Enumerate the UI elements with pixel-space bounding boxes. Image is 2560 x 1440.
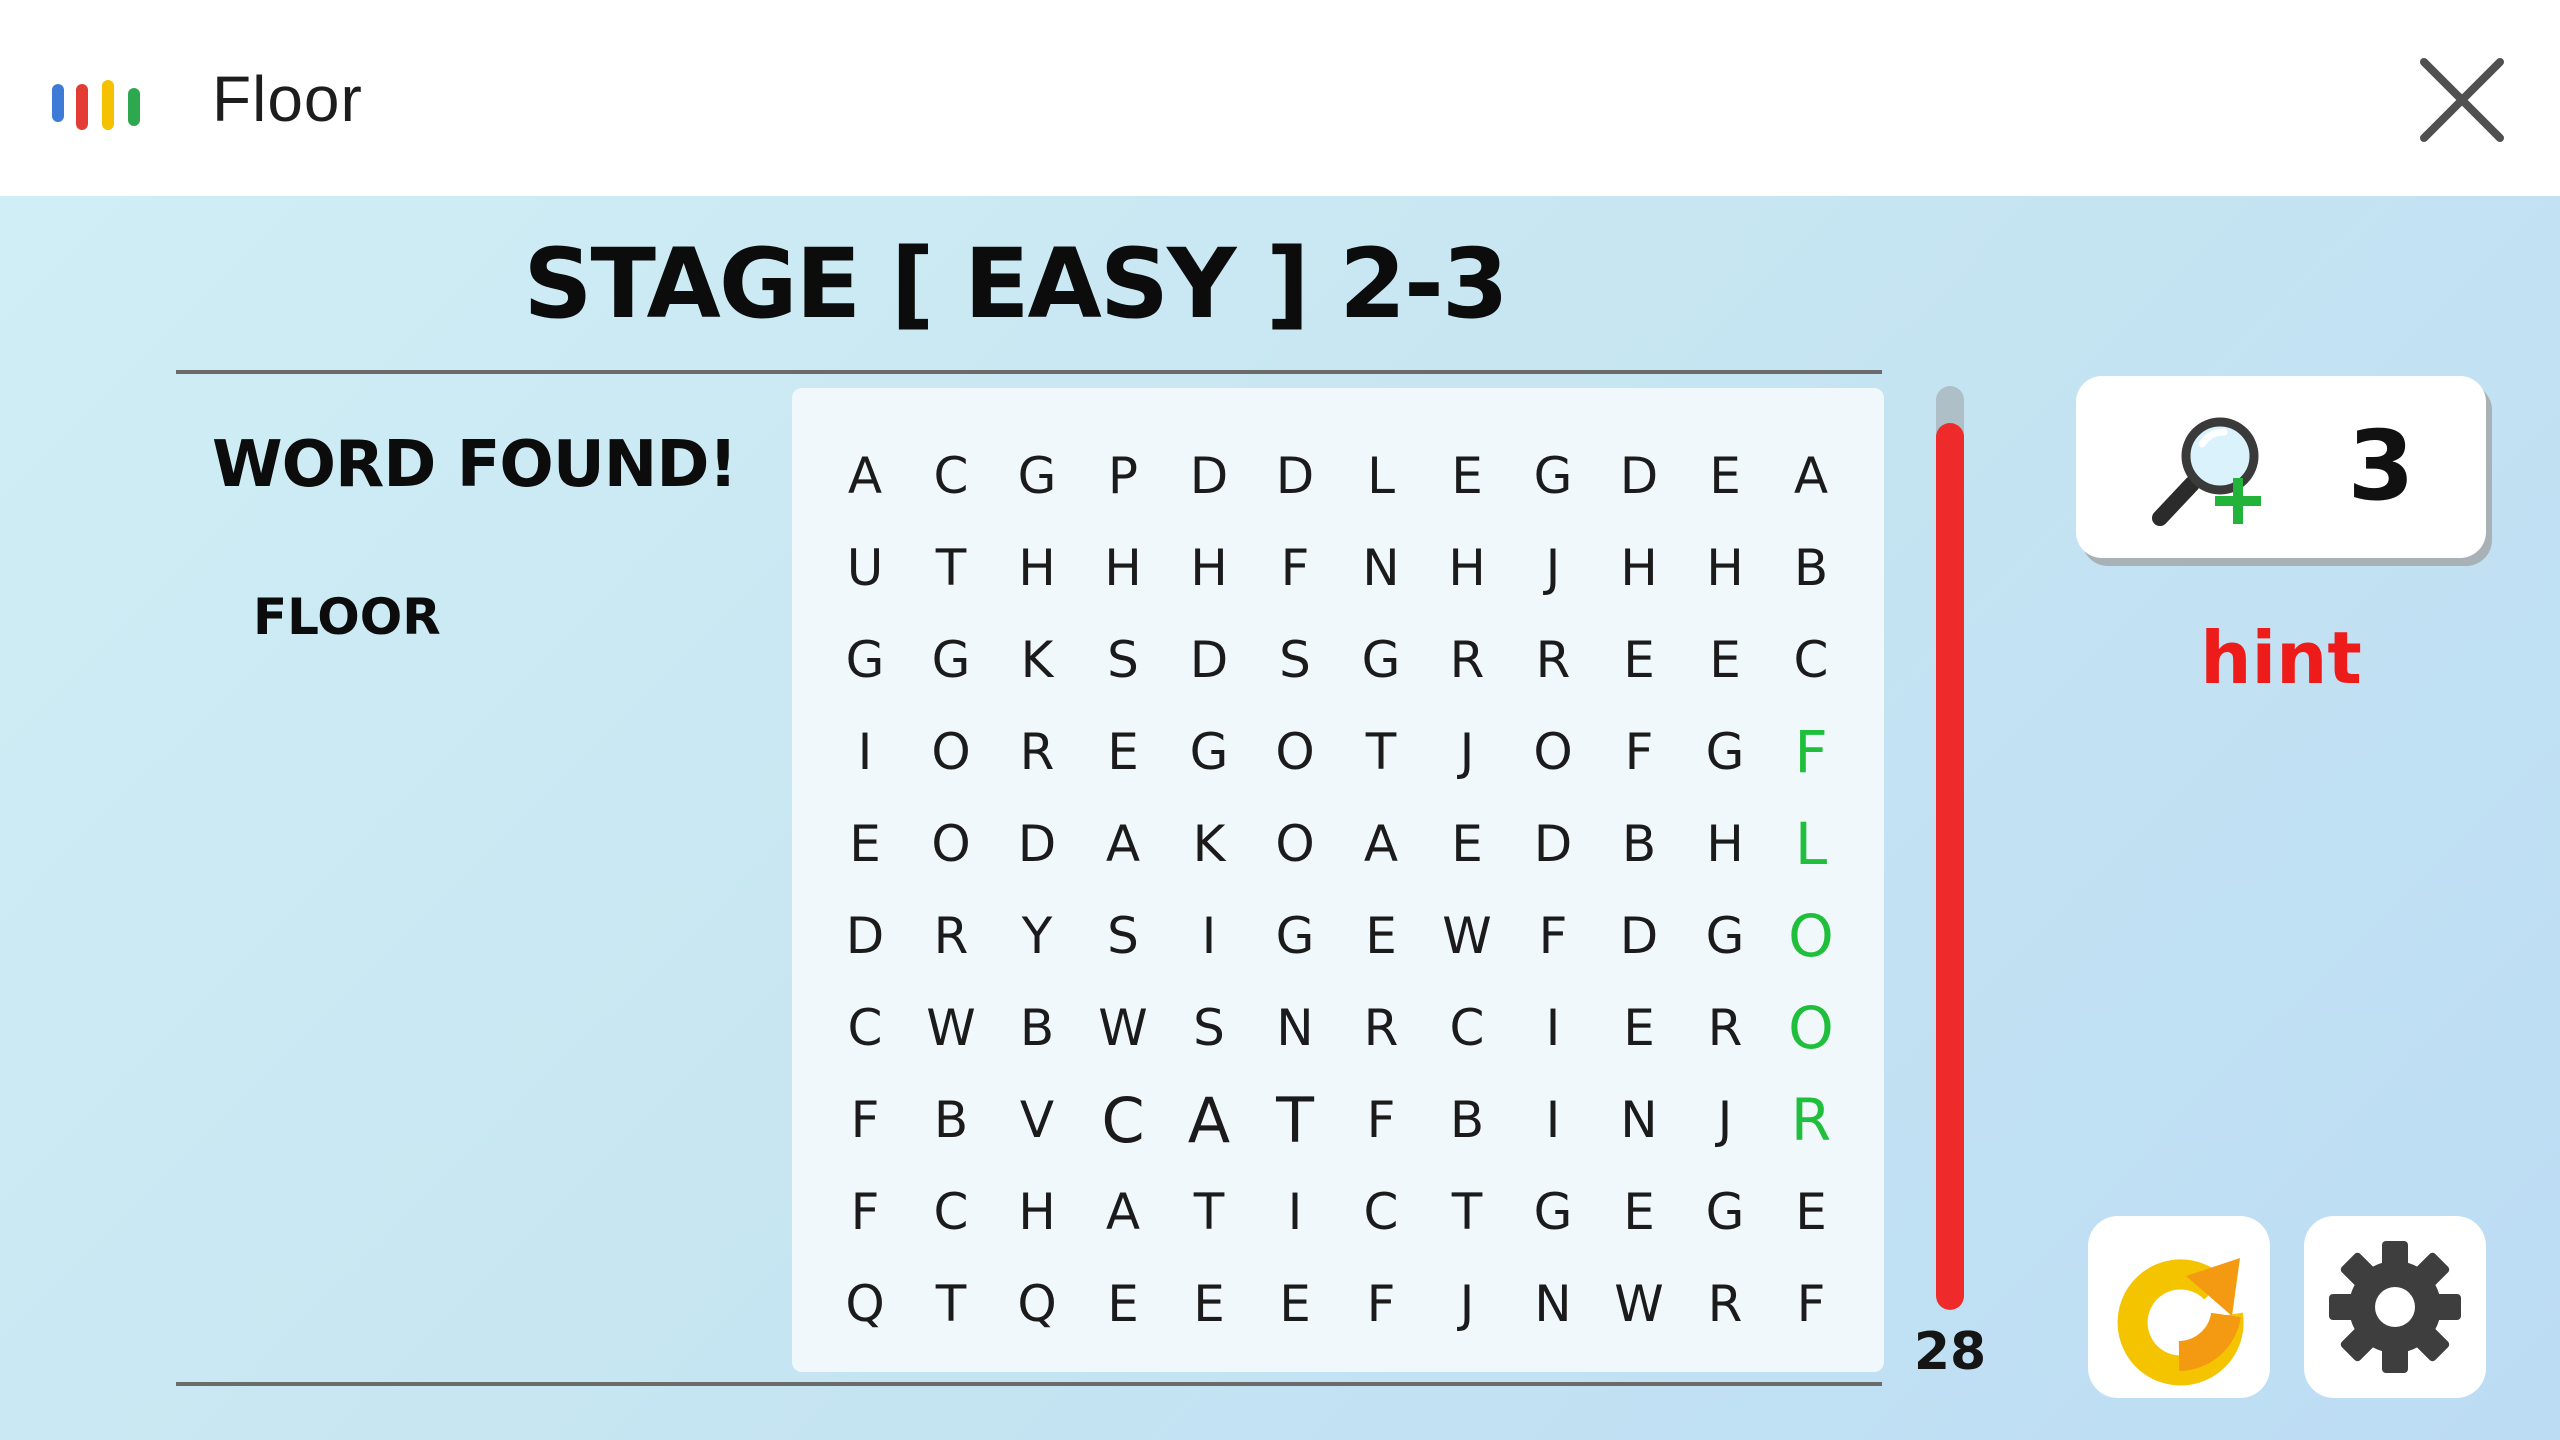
grid-cell[interactable]: R bbox=[1019, 723, 1055, 781]
grid-cell[interactable]: C bbox=[1793, 631, 1829, 689]
grid-row bbox=[822, 614, 1854, 706]
grid-row bbox=[822, 890, 1854, 982]
grid-cell[interactable]: G bbox=[931, 631, 971, 689]
hint-label: hint bbox=[2200, 616, 2362, 700]
grid-cell[interactable]: O bbox=[1788, 902, 1834, 970]
grid-cell[interactable]: E bbox=[1107, 1275, 1139, 1333]
grid-cell[interactable]: G bbox=[1017, 447, 1057, 505]
grid-cell[interactable]: O bbox=[1275, 723, 1315, 781]
grid-cell[interactable]: W bbox=[926, 999, 976, 1057]
grid-cell[interactable]: A bbox=[1363, 815, 1399, 873]
grid-cell[interactable]: A bbox=[1105, 1183, 1141, 1241]
grid-cell[interactable]: R bbox=[1707, 999, 1743, 1057]
grid-cell[interactable]: H bbox=[1104, 539, 1142, 597]
timer-bar-fill bbox=[1936, 423, 1964, 1310]
grid-cell[interactable]: E bbox=[1193, 1275, 1225, 1333]
grid-cell[interactable]: H bbox=[1018, 1183, 1056, 1241]
timer-bar bbox=[1936, 386, 1964, 1310]
grid-cell[interactable]: C bbox=[1101, 1083, 1145, 1157]
grid-cell[interactable]: B bbox=[1793, 539, 1829, 597]
grid-cell[interactable]: E bbox=[1279, 1275, 1311, 1333]
grid-cell[interactable]: G bbox=[845, 631, 885, 689]
grid-cell[interactable]: O bbox=[931, 815, 971, 873]
grid-cell[interactable]: O bbox=[931, 723, 971, 781]
close-button[interactable] bbox=[2412, 50, 2512, 150]
grid-cell[interactable]: O bbox=[1533, 723, 1573, 781]
grid-cell[interactable]: H bbox=[1706, 815, 1744, 873]
grid-cell[interactable]: R bbox=[1449, 631, 1485, 689]
grid-cell[interactable]: R bbox=[1535, 631, 1571, 689]
grid-row bbox=[822, 522, 1854, 614]
grid-cell[interactable]: T bbox=[935, 539, 967, 597]
close-icon bbox=[2412, 50, 2512, 150]
grid-cell[interactable]: T bbox=[1365, 723, 1397, 781]
grid-cell[interactable]: F bbox=[1796, 1275, 1826, 1333]
grid-cell[interactable]: N bbox=[1620, 1091, 1658, 1149]
grid-cell[interactable]: W bbox=[1442, 907, 1492, 965]
grid-cell[interactable]: C bbox=[1363, 1183, 1399, 1241]
grid-cell[interactable]: K bbox=[1192, 815, 1226, 873]
grid-cell[interactable]: D bbox=[1017, 815, 1057, 873]
magnifier-plus-icon bbox=[2146, 406, 2276, 536]
hint-count: 3 bbox=[2347, 410, 2415, 522]
grid-cell[interactable]: S bbox=[1193, 999, 1225, 1057]
grid-cell[interactable]: Q bbox=[845, 1275, 885, 1333]
grid-cell[interactable]: B bbox=[933, 1091, 969, 1149]
grid-cell[interactable]: Y bbox=[1021, 907, 1053, 965]
grid-cell[interactable]: I bbox=[857, 723, 873, 781]
app-title: Floor bbox=[212, 63, 363, 135]
grid-cell[interactable]: T bbox=[1193, 1183, 1225, 1241]
grid-cell[interactable]: F bbox=[1280, 539, 1310, 597]
grid-cell[interactable]: R bbox=[1790, 1086, 1832, 1154]
grid-cell[interactable]: N bbox=[1534, 1275, 1572, 1333]
grid-row bbox=[822, 706, 1854, 798]
grid-cell[interactable]: S bbox=[1279, 631, 1311, 689]
grid-cell[interactable]: J bbox=[1459, 1275, 1475, 1333]
stage-title: STAGE [ EASY ] 2-3 bbox=[523, 228, 1507, 340]
grid-cell[interactable]: E bbox=[1451, 815, 1483, 873]
grid-row bbox=[822, 1074, 1854, 1166]
grid-cell[interactable]: W bbox=[1098, 999, 1148, 1057]
grid-cell[interactable]: A bbox=[1105, 815, 1141, 873]
grid-cell[interactable]: G bbox=[1705, 723, 1745, 781]
grid-cell[interactable]: C bbox=[933, 1183, 969, 1241]
grid-cell[interactable]: E bbox=[1365, 907, 1397, 965]
grid-cell[interactable]: D bbox=[1275, 447, 1315, 505]
grid-row bbox=[822, 1258, 1854, 1350]
grid-cell[interactable]: T bbox=[1451, 1183, 1483, 1241]
grid-cell[interactable]: D bbox=[1619, 907, 1659, 965]
grid-cell[interactable]: S bbox=[1107, 907, 1139, 965]
grid-cell[interactable]: D bbox=[1189, 631, 1229, 689]
grid-cell[interactable]: H bbox=[1620, 539, 1658, 597]
grid-cell[interactable]: I bbox=[1287, 1183, 1303, 1241]
grid-cell[interactable]: G bbox=[1361, 631, 1401, 689]
grid-cell[interactable]: R bbox=[933, 907, 969, 965]
grid-cell[interactable]: G bbox=[1189, 723, 1229, 781]
grid-cell[interactable]: J bbox=[1459, 723, 1475, 781]
grid-row bbox=[822, 430, 1854, 522]
grid-cell[interactable]: L bbox=[1367, 447, 1395, 505]
grid-row bbox=[822, 798, 1854, 890]
grid-cell[interactable]: D bbox=[1533, 815, 1573, 873]
grid-cell[interactable]: I bbox=[1201, 907, 1217, 965]
grid-cell[interactable]: H bbox=[1190, 539, 1228, 597]
grid-cell[interactable]: E bbox=[849, 815, 881, 873]
grid-cell[interactable]: R bbox=[1707, 1275, 1743, 1333]
timer-value: 28 bbox=[1913, 1322, 1987, 1382]
grid-cell[interactable]: S bbox=[1107, 631, 1139, 689]
grid-cell[interactable]: C bbox=[933, 447, 969, 505]
grid-cell[interactable]: F bbox=[1366, 1275, 1396, 1333]
grid-cell[interactable]: G bbox=[1705, 907, 1745, 965]
grid-cell[interactable]: H bbox=[1706, 539, 1744, 597]
grid-cell[interactable]: G bbox=[1533, 447, 1573, 505]
grid-cell[interactable]: F bbox=[1538, 907, 1568, 965]
grid-cell[interactable]: I bbox=[1545, 999, 1561, 1057]
grid-cell[interactable]: J bbox=[1717, 1091, 1733, 1149]
grid-cell[interactable]: C bbox=[847, 999, 883, 1057]
grid-cell[interactable]: E bbox=[1451, 447, 1483, 505]
hint-button[interactable] bbox=[2076, 376, 2486, 558]
grid-cell[interactable]: L bbox=[1794, 810, 1828, 878]
grid-cell[interactable]: E bbox=[1623, 1183, 1655, 1241]
grid-cell[interactable]: U bbox=[846, 539, 884, 597]
grid-cell[interactable]: F bbox=[850, 1091, 880, 1149]
gear-icon bbox=[2304, 1216, 2486, 1398]
grid-cell[interactable]: P bbox=[1107, 447, 1139, 505]
grid-cell[interactable]: T bbox=[935, 1275, 967, 1333]
grid-cell[interactable]: H bbox=[1018, 539, 1056, 597]
grid-cell[interactable]: R bbox=[1363, 999, 1399, 1057]
restart-button[interactable] bbox=[2088, 1216, 2270, 1398]
grid-cell[interactable]: B bbox=[1621, 815, 1657, 873]
grid-cell[interactable]: E bbox=[1623, 631, 1655, 689]
grid-cell[interactable]: T bbox=[1276, 1083, 1314, 1157]
grid-cell[interactable]: E bbox=[1795, 1183, 1827, 1241]
grid-cell[interactable]: E bbox=[1623, 999, 1655, 1057]
grid-cell[interactable]: G bbox=[1275, 907, 1315, 965]
grid-cell[interactable]: D bbox=[1619, 447, 1659, 505]
grid-cell[interactable]: E bbox=[1709, 447, 1741, 505]
grid-cell[interactable]: H bbox=[1448, 539, 1486, 597]
grid-cell[interactable]: Q bbox=[1017, 1275, 1057, 1333]
app-logo-icon bbox=[52, 80, 142, 130]
grid-cell[interactable]: O bbox=[1788, 994, 1834, 1062]
grid-cell[interactable]: G bbox=[1705, 1183, 1745, 1241]
found-word-item: FLOOR bbox=[253, 588, 441, 646]
grid-cell[interactable]: E bbox=[1709, 631, 1741, 689]
grid-cell[interactable]: W bbox=[1614, 1275, 1664, 1333]
grid-cell[interactable]: V bbox=[1019, 1091, 1055, 1149]
grid-cell[interactable]: A bbox=[1793, 447, 1829, 505]
grid-row bbox=[822, 982, 1854, 1074]
letter-grid bbox=[822, 430, 1854, 1350]
grid-cell[interactable]: G bbox=[1533, 1183, 1573, 1241]
grid-cell[interactable]: F bbox=[1366, 1091, 1396, 1149]
letter-grid-panel bbox=[792, 388, 1884, 1372]
grid-cell[interactable]: F bbox=[1794, 718, 1828, 786]
settings-button[interactable] bbox=[2304, 1216, 2486, 1398]
grid-cell[interactable]: C bbox=[1449, 999, 1485, 1057]
grid-cell[interactable]: B bbox=[1449, 1091, 1485, 1149]
grid-cell[interactable]: I bbox=[1545, 1091, 1561, 1149]
grid-cell[interactable]: A bbox=[1187, 1083, 1231, 1157]
grid-row bbox=[822, 1166, 1854, 1258]
grid-cell[interactable]: O bbox=[1275, 815, 1315, 873]
grid-cell[interactable]: K bbox=[1020, 631, 1054, 689]
grid-cell[interactable]: D bbox=[1189, 447, 1229, 505]
word-found-heading: WORD FOUND! bbox=[212, 428, 737, 502]
grid-cell[interactable]: N bbox=[1362, 539, 1400, 597]
grid-cell[interactable]: B bbox=[1019, 999, 1055, 1057]
restart-icon bbox=[2088, 1216, 2270, 1398]
grid-cell[interactable]: F bbox=[1624, 723, 1654, 781]
grid-cell[interactable]: N bbox=[1276, 999, 1314, 1057]
title-bar bbox=[0, 0, 2560, 196]
grid-cell[interactable]: F bbox=[850, 1183, 880, 1241]
grid-cell[interactable]: E bbox=[1107, 723, 1139, 781]
divider-bottom bbox=[176, 1382, 1882, 1386]
divider-top bbox=[176, 370, 1882, 374]
grid-cell[interactable]: D bbox=[845, 907, 885, 965]
grid-cell[interactable]: A bbox=[847, 447, 883, 505]
grid-cell[interactable]: J bbox=[1545, 539, 1561, 597]
